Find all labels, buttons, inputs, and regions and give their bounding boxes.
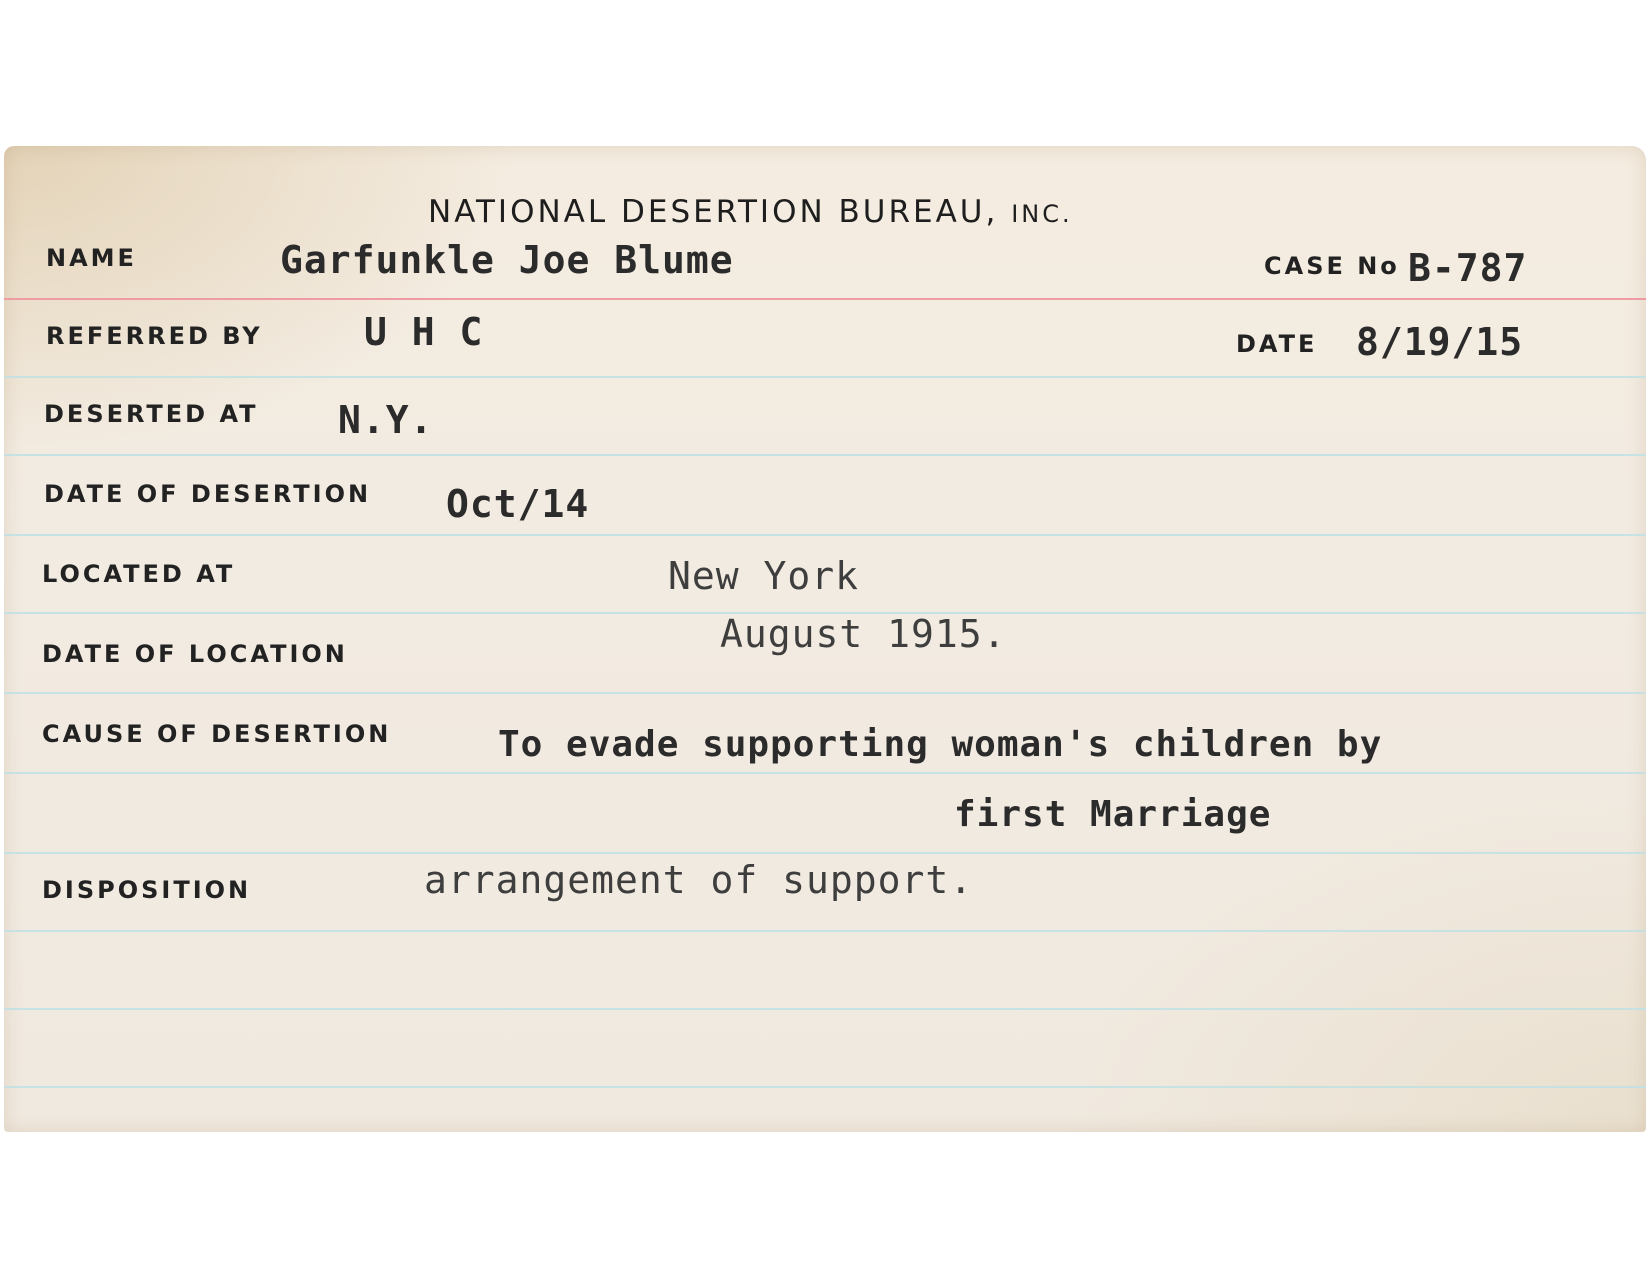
date-value: 8/19/15 [1356, 320, 1524, 364]
date-of-desertion-value: Oct/14 [446, 482, 590, 526]
ruled-line [4, 454, 1646, 456]
ruled-line [4, 930, 1646, 932]
ruled-line [4, 534, 1646, 536]
cause-of-desertion-line2: first Marriage [954, 794, 1272, 835]
heading-inc: INC. [1011, 200, 1073, 228]
referred-by-label: REFERRED BY [46, 322, 263, 350]
cause-of-desertion-line1: To evade supporting woman's children by [498, 724, 1383, 765]
ruled-line [4, 376, 1646, 378]
referred-by-value: U H C [364, 310, 484, 354]
cause-of-desertion-label: CAUSE OF DESERTION [42, 720, 392, 748]
ruled-line [4, 1086, 1646, 1088]
date-of-location-value: August 1915. [720, 612, 1007, 656]
disposition-value: arrangement of support. [424, 858, 974, 902]
case-no-value: B-787 [1408, 246, 1528, 290]
deserted-at-label: DESERTED AT [44, 400, 259, 428]
date-label: DATE [1236, 330, 1318, 358]
name-label: NAME [46, 244, 137, 272]
located-at-value: New York [668, 554, 860, 598]
heading-main: NATIONAL DESERTION BUREAU, [428, 194, 999, 230]
header-rule-red [4, 298, 1646, 300]
card-heading [428, 194, 1073, 230]
case-no-label: CASE No [1264, 252, 1400, 280]
name-value: Garfunkle Joe Blume [280, 238, 734, 282]
date-of-desertion-label: DATE OF DESERTION [44, 480, 372, 508]
ruled-line [4, 772, 1646, 774]
deserted-at-value: N.Y. [338, 398, 434, 442]
ruled-line [4, 1008, 1646, 1010]
located-at-label: LOCATED AT [42, 560, 236, 588]
index-card [4, 146, 1646, 1132]
ruled-line [4, 692, 1646, 694]
date-of-location-label: DATE OF LOCATION [42, 640, 348, 668]
disposition-label: DISPOSITION [42, 876, 252, 904]
ruled-line [4, 852, 1646, 854]
